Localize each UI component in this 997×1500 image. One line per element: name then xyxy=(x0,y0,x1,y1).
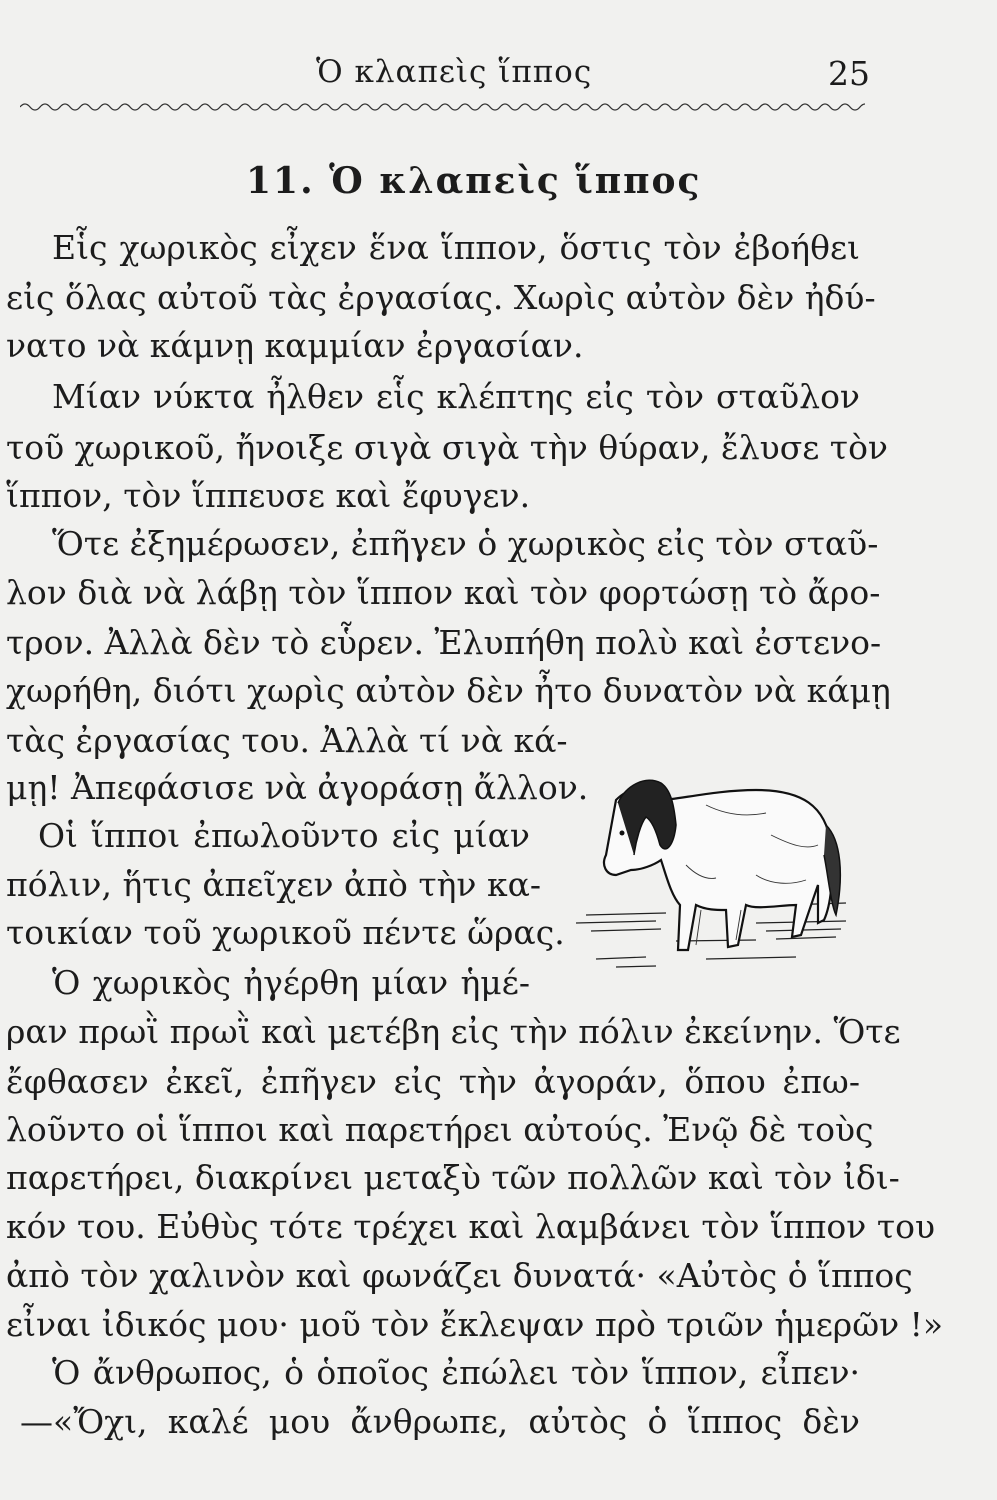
text-line: λον διὰ νὰ λάβῃ τὸν ἵππον καὶ τὸν φορτώσῃ τὸ ἄρο- xyxy=(6,573,881,612)
text-line: νατο νὰ κάμνῃ καμμίαν ἐργασίαν. xyxy=(6,326,584,365)
horse-engraving-icon xyxy=(556,745,856,985)
text-line: χωρήθη, διότι χωρὶς αὐτὸν δὲν ἦτο δυνατὸν νὰ κάμῃ xyxy=(6,671,891,710)
text-line: Ὁ χωρικὸς ἠγέρθη μίαν ἡμέ- xyxy=(52,963,530,1002)
wavy-rule-divider xyxy=(20,98,865,116)
text-line: ἔφθασεν ἐκεῖ, ἐπῆγεν εἰς τὴν ἀγοράν, ὅπου ἐπω- xyxy=(6,1062,860,1101)
text-line: εἶναι ἰδικός μου· μοῦ τὸν ἔκλεψαν πρὸ τριῶν ἡμερῶν !» xyxy=(6,1305,944,1344)
text-line: πόλιν, ἥτις ἀπεῖχεν ἀπὸ τὴν κα- xyxy=(6,865,542,904)
chapter-title: 11. Ὁ κλαπεὶς ἵππος xyxy=(246,160,702,202)
text-line: —«Ὄχι, καλέ μου ἄνθρωπε, αὐτὸς ὁ ἵππος δὲν xyxy=(20,1402,860,1441)
text-line: Ὁ ἄνθρωπος, ὁ ὁποῖος ἐπώλει τὸν ἵππον, εἶπεν· xyxy=(52,1353,860,1392)
text-line: Οἱ ἵπποι ἐπωλοῦντο εἰς μίαν xyxy=(38,816,530,855)
text-line: τὰς ἐργασίας του. Ἀλλὰ τί νὰ κά- xyxy=(6,721,568,760)
text-line: τρον. Ἀλλὰ δὲν τὸ εὗρεν. Ἐλυπήθη πολὺ καὶ ἐστενο- xyxy=(6,623,882,662)
text-line: τοῦ χωρικοῦ, ἤνοιξε σιγὰ σιγὰ τὴν θύραν, ἔλυσε τὸν xyxy=(6,428,888,467)
text-line: ἵππον, τὸν ἵππευσε καὶ ἔφυγεν. xyxy=(6,476,531,515)
text-line: κόν του. Εὐθὺς τότε τρέχει καὶ λαμβάνει τὸν ἵππον του xyxy=(6,1207,936,1246)
text-line: λοῦντο οἱ ἵπποι καὶ παρετήρει αὐτούς. Ἐνῷ δὲ τοὺς xyxy=(6,1110,874,1149)
text-line: εἰς ὅλας αὐτοῦ τὰς ἐργασίας. Χωρὶς αὐτὸν δὲν ἠδύ- xyxy=(6,278,876,317)
text-line: ἀπὸ τὸν χαλινὸν καὶ φωνάζει δυνατά· «Αὐτὸς ὁ ἵππος xyxy=(6,1256,913,1295)
running-title: Ὁ κλαπεὶς ἵππος xyxy=(316,54,593,90)
text-line: μῃ! Ἀπεφάσισε νὰ ἀγοράσῃ ἄλλον. xyxy=(6,768,589,807)
text-line: τοικίαν τοῦ χωρικοῦ πέντε ὥρας. xyxy=(6,913,565,952)
text-line: Μίαν νύκτα ἦλθεν εἷς κλέπτης εἰς τὸν σταῦλον xyxy=(52,377,860,416)
text-line: Εἷς χωρικὸς εἶχεν ἕνα ἵππον, ὅστις τὸν ἐβοήθει xyxy=(52,228,860,267)
page-number: 25 xyxy=(828,54,870,93)
text-line: Ὅτε ἐξημέρωσεν, ἐπῆγεν ὁ χωρικὸς εἰς τὸν σταῦ- xyxy=(52,524,879,563)
text-line: παρετήρει, διακρίνει μεταξὺ τῶν πολλῶν καὶ τὸν ἰδι- xyxy=(6,1158,900,1197)
text-line: ραν πρωῒ πρωῒ καὶ μετέβη εἰς τὴν πόλιν ἐκείνην. Ὅτε xyxy=(6,1012,901,1051)
